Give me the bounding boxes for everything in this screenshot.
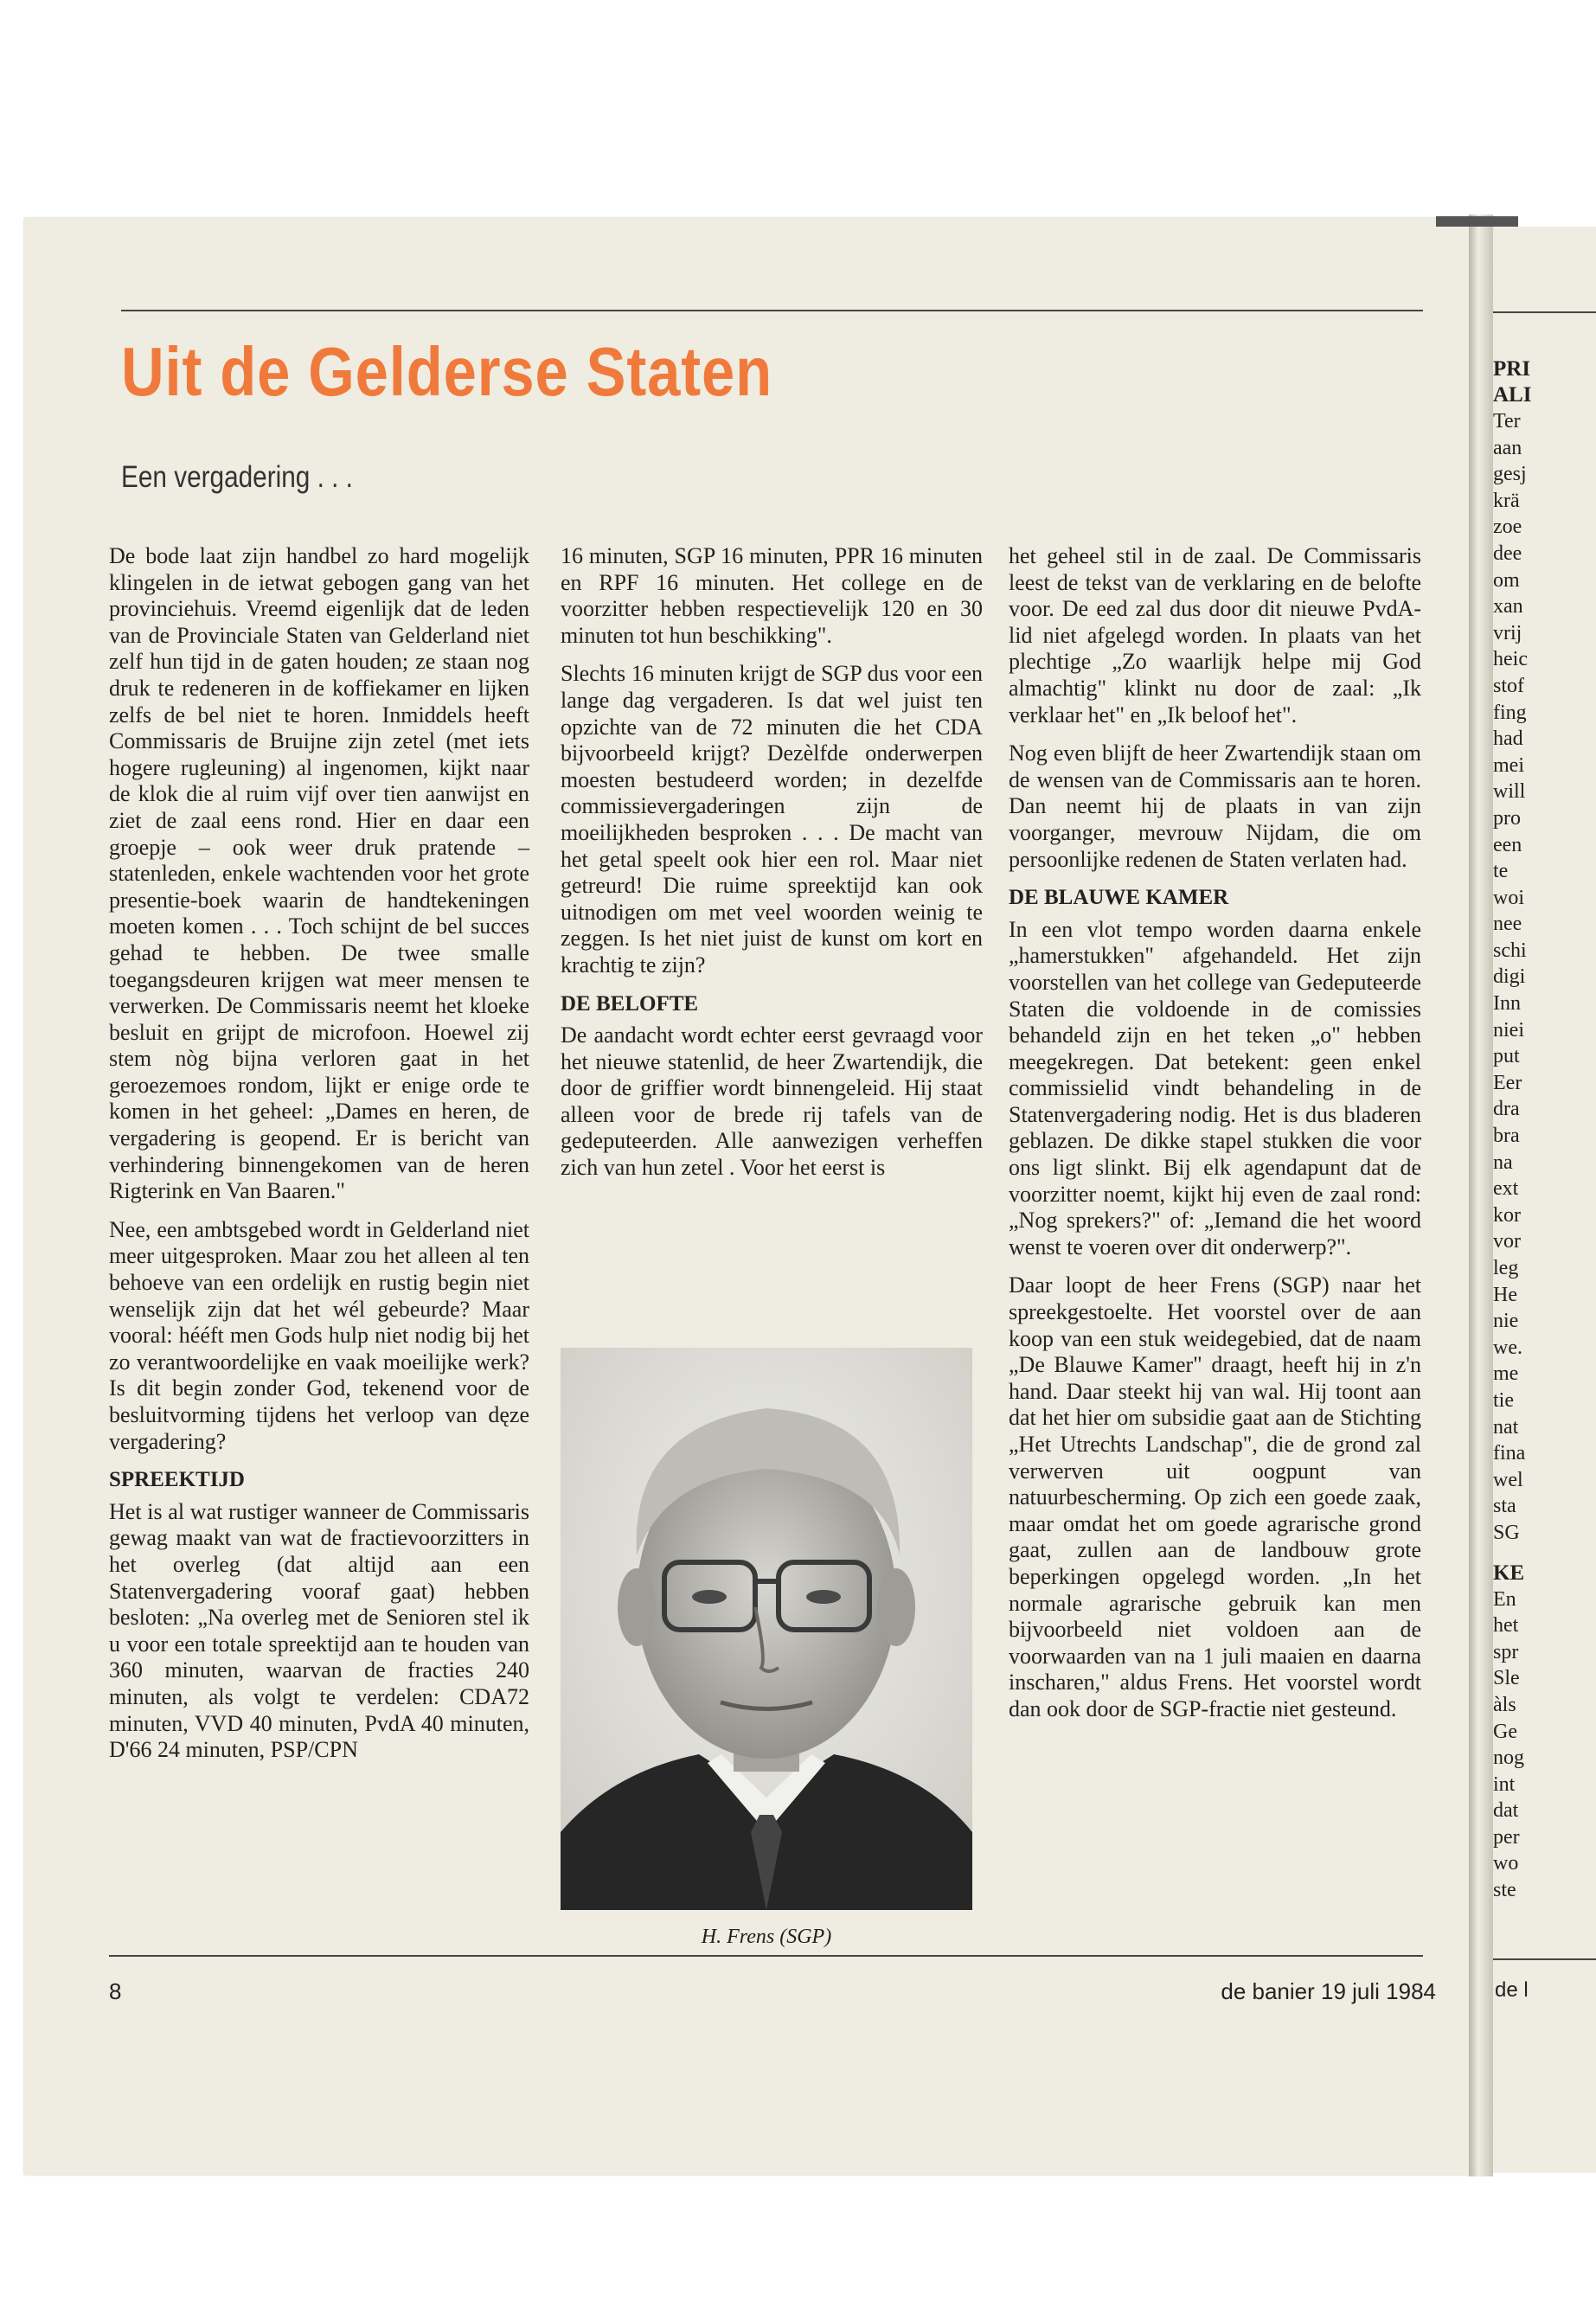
next-page-line: zoe [1493,516,1522,539]
next-page-line: om [1493,568,1520,592]
next-page-line: nee [1493,913,1522,936]
next-page-line: te [1493,860,1509,883]
binding-gutter [1469,215,1493,2176]
next-page-line: SG [1493,1521,1520,1544]
next-page-line: het [1493,1614,1519,1638]
next-page-line: vrij [1493,621,1522,644]
next-page-line: digi [1493,965,1526,989]
next-page-line: nie [1493,1310,1519,1333]
next-page-line: mei [1493,753,1524,777]
next-page-line: ext [1493,1177,1519,1201]
next-page-line: schi [1493,939,1527,962]
paragraph: Slechts 16 minuten krijgt de SGP dus voor een lange dag vergaderen. Is dat wel juist ten opzichte van de 72 minuten die het CDA bijvoorbeeld krijgt? Dezèlfde onderwerpen moesten bestudeerd worden; in dezelfde commissievergaderingen zijn de moeilijkheden besproken . . . De macht van het getal speelt ook hier een rol. Maar niet getreurd! Die ruime spreektijd kan ook uitnodigen om met veel woorden weinig te zeggen. Is het niet juist de kunst om kort en krachtig te zijn? [561,661,983,977]
page-right-partial [1493,227,1596,2173]
portrait-illustration [561,1348,972,1910]
next-page-line: Ge [1493,1720,1517,1743]
next-page-line: stof [1493,674,1524,697]
section-heading-spreektijd: SPREEKTIJD [109,1468,245,1492]
next-page-line: will [1493,780,1526,804]
next-page-line: En [1493,1587,1516,1611]
next-page-line: vor [1493,1230,1521,1253]
next-page-line: spr [1493,1640,1519,1663]
next-page-line: gesj [1493,463,1527,486]
top-rule [121,310,1423,311]
next-page-line: dra [1493,1098,1520,1121]
next-page-line: wel [1493,1468,1523,1491]
next-page-line: we. [1493,1336,1522,1359]
column-1 [109,543,529,1776]
next-page-line: na [1493,1150,1513,1174]
next-page-line: kor [1493,1203,1521,1227]
next-page-line: pro [1493,806,1521,830]
paragraph: Het is al wat rustiger wanneer de Commissaris gewag maakt van wat de fractievoorzitters in het overleg (dat altijd aan een Statenvergadering vooraf gaat) hebben besloten: „Na overleg met de Senioren stel ik u voor een totale spreektijd aan te houden van 360 minuten, waarvan de fracties 240 minuten, als volgt te verdelen: CDA72 minuten, VVD 40 minuten, PvdA 40 minuten, D'66 24 minuten, PSP/CPN [109,1498,529,1763]
next-page-line: fing [1493,701,1527,724]
next-page-line: had [1493,727,1523,751]
paragraph: Nee, een ambtsgebed wordt in Gelderland niet meer uitgesproken. Maar zou het alleen al ten behoeve van een ordelijk en rustig begin niet wenselijk zijn dat het wél gebeurde? Maar vooral: hééft men Gods hulp niet nodig bij het zo verantwoordelijke en vaak moeilijke werk? Is dit begin zonder God, tekenend voor de besluitvorming tijdens het verloop van dęze vergadering? [109,1216,529,1454]
next-page-line: woi [1493,886,1524,909]
next-page-line: fina [1493,1442,1526,1465]
page-number: 8 [109,1978,122,2004]
section-heading-de-blauwe-kamer: DE BLAUWE KAMER [1009,886,1229,910]
next-page-line: He [1493,1283,1517,1306]
paragraph: In een vlot tempo worden daarna enkele „hamerstukken" afgehandeld. Het zijn voorstellen van het college van Gedeputeerde Staten die voldoende in de comissies behandeld zijn en het teken „o" hebben meegekregen. Dat betekent: geen enkel commissielid vindt behandeling in de Statenvergadering nodig. Het is dus bladeren geblazen. De dikke stapel stukken die voor ons ligt slinkt. Bij elk agendapunt dat de voorzitter noemt, kijkt hij even de zaal rond: „Nog sprekers?" of: „Iemand die het woord wenst te voeren over dit onderwerp?". [1009,916,1421,1259]
column-3 [1009,543,1421,1735]
paragraph: het geheel stil in de zaal. De Commissaris leest de tekst van de verklaring en de belofte voor. De eed zal dus door dit nieuwe PvdA-lid niet afgelegd worden. In plaats van het plechtige „Zo waarlijk helpe mij God almachtig" klinkt nu door de zaal: „Ik verklaar het" en „Ik beloof het". [1009,543,1421,727]
paragraph: De bode laat zijn handbel zo hard mogelijk klingelen in de ietwat gebogen gang van het provinciehuis. Vreemd eigenlijk dat de leden van de Provinciale Staten van Gelderland niet zelf hun tijd in de gaten houden; ze staan nog druk te redeneren in de koffiekamer en lijken zelfs de bel niet te horen. Inmiddels heeft Commissaris de Bruijne zijn zetel (met iets hogere rugleuning) al ingenomen, kijkt naar de klok die al ruim vijf over tien aanwijst en ziet de zaal eens rond. Hier en daar een groepje – ook weer druk pratende – statenleden, enkele wachtenden voor het grote presentie-boek waarin de handtekeningen moeten komen . . . Toch schijnt de bel succes gehad te hebben. De twee smalle toegangsdeuren krijgen wat meer mensen te verwerken. De Commissaris neemt het kloeke besluit en grijpt de microfoon. Hoewel zij stem nòg bijna verloren gaat in het geroezemoes rondom, lijkt er enige orde te komen in het geheel: „Dames en heren, de vergadering is geopend. Er is bericht van verhindering binnengekomen van de heren Rigterink en Van Baaren." [109,543,529,1204]
bottom-rule [109,1955,1423,1957]
next-page-line: àls [1493,1693,1516,1716]
next-page-line: bra [1493,1125,1520,1148]
next-page-heading-2: KE [1493,1561,1525,1585]
next-page-line: me [1493,1362,1519,1386]
next-page-line: dat [1493,1799,1519,1823]
subheadline: Een vergadering . . . [121,460,353,494]
next-page-line: Ter [1493,410,1521,433]
next-page-lines-a [1493,408,1531,1547]
paragraph: 16 minuten, SGP 16 minuten, PPR 16 minuten en RPF 16 minuten. Het college en de voorzitter hebben respectievelijk 120 en 30 minuten tot hun beschikking". [561,543,983,648]
photo-caption: H. Frens (SGP) [701,1926,832,1948]
next-page-lines-b [1493,1586,1531,1904]
next-page-line: aan [1493,436,1522,459]
publication-footer: de banier 19 juli 1984 [1221,1978,1436,2004]
next-page-line: per [1493,1825,1520,1849]
next-page-line: wo [1493,1852,1519,1875]
next-page-line: int [1493,1772,1516,1796]
next-page-line: put [1493,1045,1520,1068]
next-page-line: krä [1493,489,1520,512]
paragraph: Daar loopt de heer Frens (SGP) naar het spreekgestoelte. Het voorstel over de aan koop van een stuk weidegebied, dat de naam „De Blauwe Kamer" draagt, heeft hij in z'n hand. Daar steekt hij van wal. Hij toont aan dat het hier om subsidie gaat aan de Stichting „Het Utrechts Landschap", die de grond zal verwerven uit oogpunt van natuurbescherming. Op zich een goede zaak, maar omdat het om goede agrarische grond gaat, zullen aan de landbouw grote beperkingen opgelegd worden. „In het normale agrarische gebruik kan men bijvoorbeeld niet voldoen aan de voorwaarden van na 1 juli maaien en daarna inscharen," aldus Frens. Het voorstel wordt dan ook door de SGP-fractie niet gesteund. [1009,1272,1421,1721]
paragraph: De aandacht wordt echter eerst gevraagd voor het nieuwe statenlid, de heer Zwartendijk, die door de griffier wordt binnengeleid. Hij staat alleen voor de brede rij tafels van de gedeputeerden. Alle aanwezigen verheffen zich van hun zetel . Voor het eerst is [561,1022,983,1181]
next-page-line: dee [1493,542,1522,565]
next-page-line: Eer [1493,1071,1522,1094]
next-page-line: ste [1493,1879,1516,1902]
next-page-line: sta [1493,1495,1516,1518]
next-page-heading: PRI [1493,357,1531,381]
next-page-line: nog [1493,1747,1524,1770]
paragraph: Nog even blijft de heer Zwartendijk staan om de wensen van de Commissaris aan te horen. Dan neemt hij de plaats in van zijn voorganger, mevrouw Nijdam, die om persoonlijke redenen de Staten verlaten had. [1009,740,1421,872]
next-page-line: xan [1493,595,1523,619]
next-page-heading: ALI [1493,383,1532,407]
binding-cap [1436,216,1518,227]
next-page-line: tie [1493,1388,1514,1412]
next-page-line: niei [1493,1018,1524,1042]
next-page-line: Sle [1493,1667,1520,1690]
next-page-footer: de l [1495,1978,1529,2002]
next-page-text [1493,356,1531,1904]
next-page-bottom-rule [1493,1958,1596,1960]
next-page-rule [1493,311,1596,313]
section-heading-de-belofte: DE BELOFTE [561,991,699,1016]
headline: Uit de Gelderse Staten [121,333,773,410]
next-page-line: Inn [1493,992,1521,1016]
next-page-line: nat [1493,1415,1519,1439]
next-page-line: heic [1493,648,1528,671]
next-page-line: leg [1493,1257,1519,1279]
next-page-line: een [1493,833,1522,856]
column-2 [561,543,983,1194]
portrait-photo [561,1348,972,1910]
